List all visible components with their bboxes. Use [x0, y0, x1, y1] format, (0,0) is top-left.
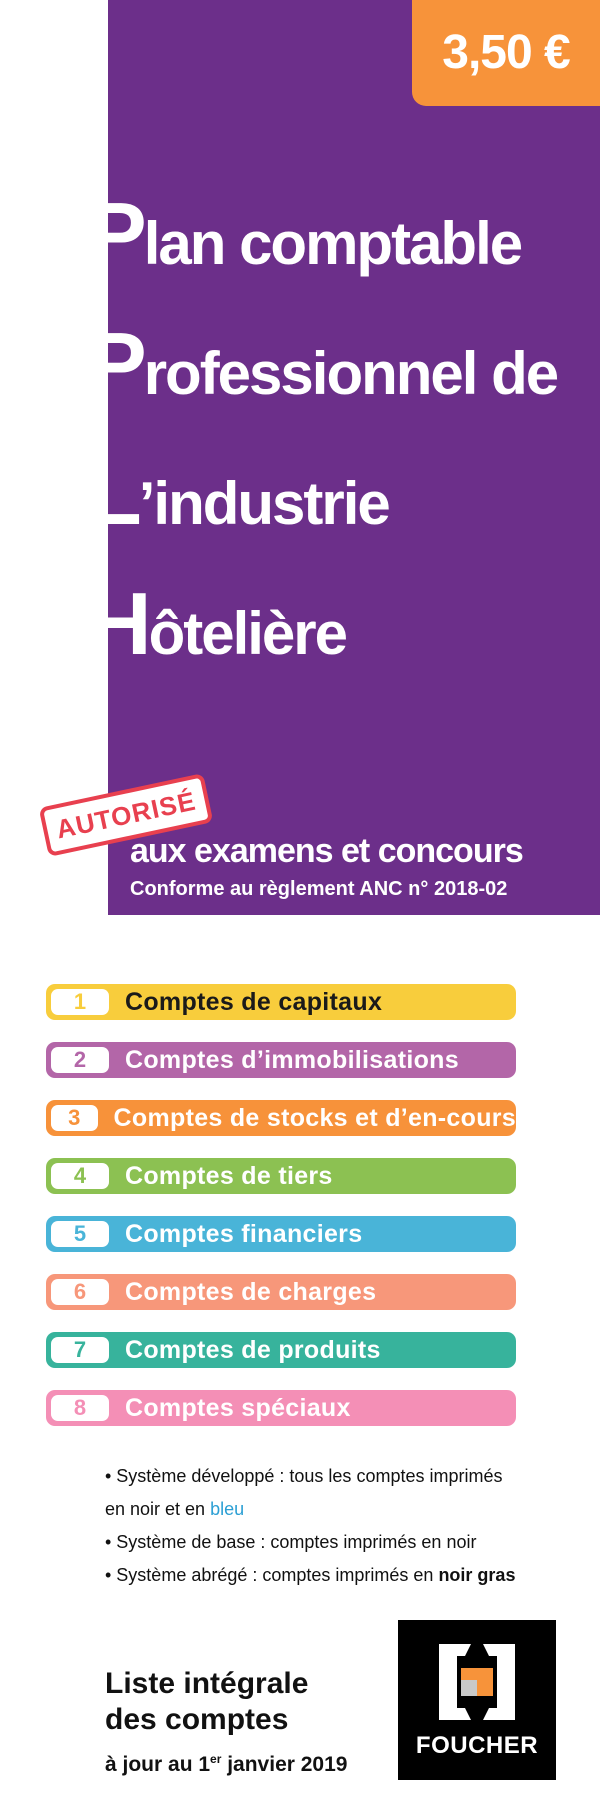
note-base: • Système de base : comptes imprimés en noir [105, 1532, 477, 1552]
note-abridged [105, 1559, 525, 1592]
class-number: 2 [51, 1047, 109, 1073]
class-label: Comptes de capitaux [125, 987, 383, 1016]
footer-title [105, 1666, 308, 1738]
class-label: Comptes de produits [125, 1335, 381, 1364]
title-initial: P [88, 184, 144, 283]
date-text: à jour au 1 [105, 1753, 211, 1776]
class-row-1 [46, 984, 516, 1020]
title-rest: rofessionnel de [143, 340, 558, 407]
class-number: 4 [51, 1163, 109, 1189]
subtitle: aux examens et concours [130, 832, 523, 870]
class-label: Comptes spéciaux [125, 1393, 351, 1422]
date-text: janvier 2019 [221, 1753, 348, 1776]
title-line-2 [84, 308, 598, 418]
account-class-list [46, 984, 516, 1448]
update-date [105, 1752, 347, 1777]
title-rest: ’industrie [138, 470, 389, 537]
title-line-3 [84, 438, 598, 548]
class-row-2 [46, 1042, 516, 1078]
class-label: Comptes de tiers [125, 1161, 333, 1190]
class-row-4 [46, 1158, 516, 1194]
regulation-note: Conforme au règlement ANC n° 2018-02 [130, 878, 508, 900]
class-number: 3 [51, 1105, 98, 1131]
date-superscript: er [210, 1752, 222, 1766]
logo-text: FOUCHER [415, 1732, 539, 1759]
authorized-stamp: AUTORISÉ [39, 773, 214, 857]
title-rest: ôtelière [148, 600, 346, 667]
class-row-6 [46, 1274, 516, 1310]
title-rest: lan comptable [143, 210, 522, 277]
class-number: 6 [51, 1279, 109, 1305]
class-row-3 [46, 1100, 516, 1136]
class-label: Comptes financiers [125, 1219, 363, 1248]
class-number: 8 [51, 1395, 109, 1421]
title-line-1 [84, 178, 598, 288]
class-label: Comptes de charges [125, 1277, 377, 1306]
class-number: 7 [51, 1337, 109, 1363]
title-initial: L [88, 444, 139, 543]
note-blue-word: bleu [210, 1499, 245, 1519]
foucher-logo-icon [437, 1642, 517, 1722]
title-initial: H [88, 574, 149, 673]
note-bold-word: noir gras [438, 1565, 516, 1585]
class-label: Comptes de stocks et d’en-cours [113, 1103, 516, 1132]
class-number: 5 [51, 1221, 109, 1247]
class-number: 1 [51, 989, 109, 1015]
class-row-8 [46, 1390, 516, 1426]
class-label: Comptes d’immobilisations [125, 1045, 459, 1074]
publisher-logo [398, 1620, 556, 1780]
class-row-5 [46, 1216, 516, 1252]
footer-title-line-1: Liste intégrale [105, 1667, 309, 1700]
note-developed-2 [105, 1493, 525, 1526]
price-badge: 3,50 € [412, 0, 600, 106]
system-notes [105, 1460, 525, 1592]
title-initial: P [88, 314, 144, 413]
note-developed-1: • Système développé : tous les comptes imprimés [105, 1466, 503, 1486]
title-line-4 [84, 568, 598, 678]
note-text: • Système abrégé : comptes imprimés en [105, 1565, 439, 1585]
footer-title-line-2: des comptes [105, 1703, 289, 1736]
note-text: en noir et en [105, 1499, 211, 1519]
class-row-7 [46, 1332, 516, 1368]
